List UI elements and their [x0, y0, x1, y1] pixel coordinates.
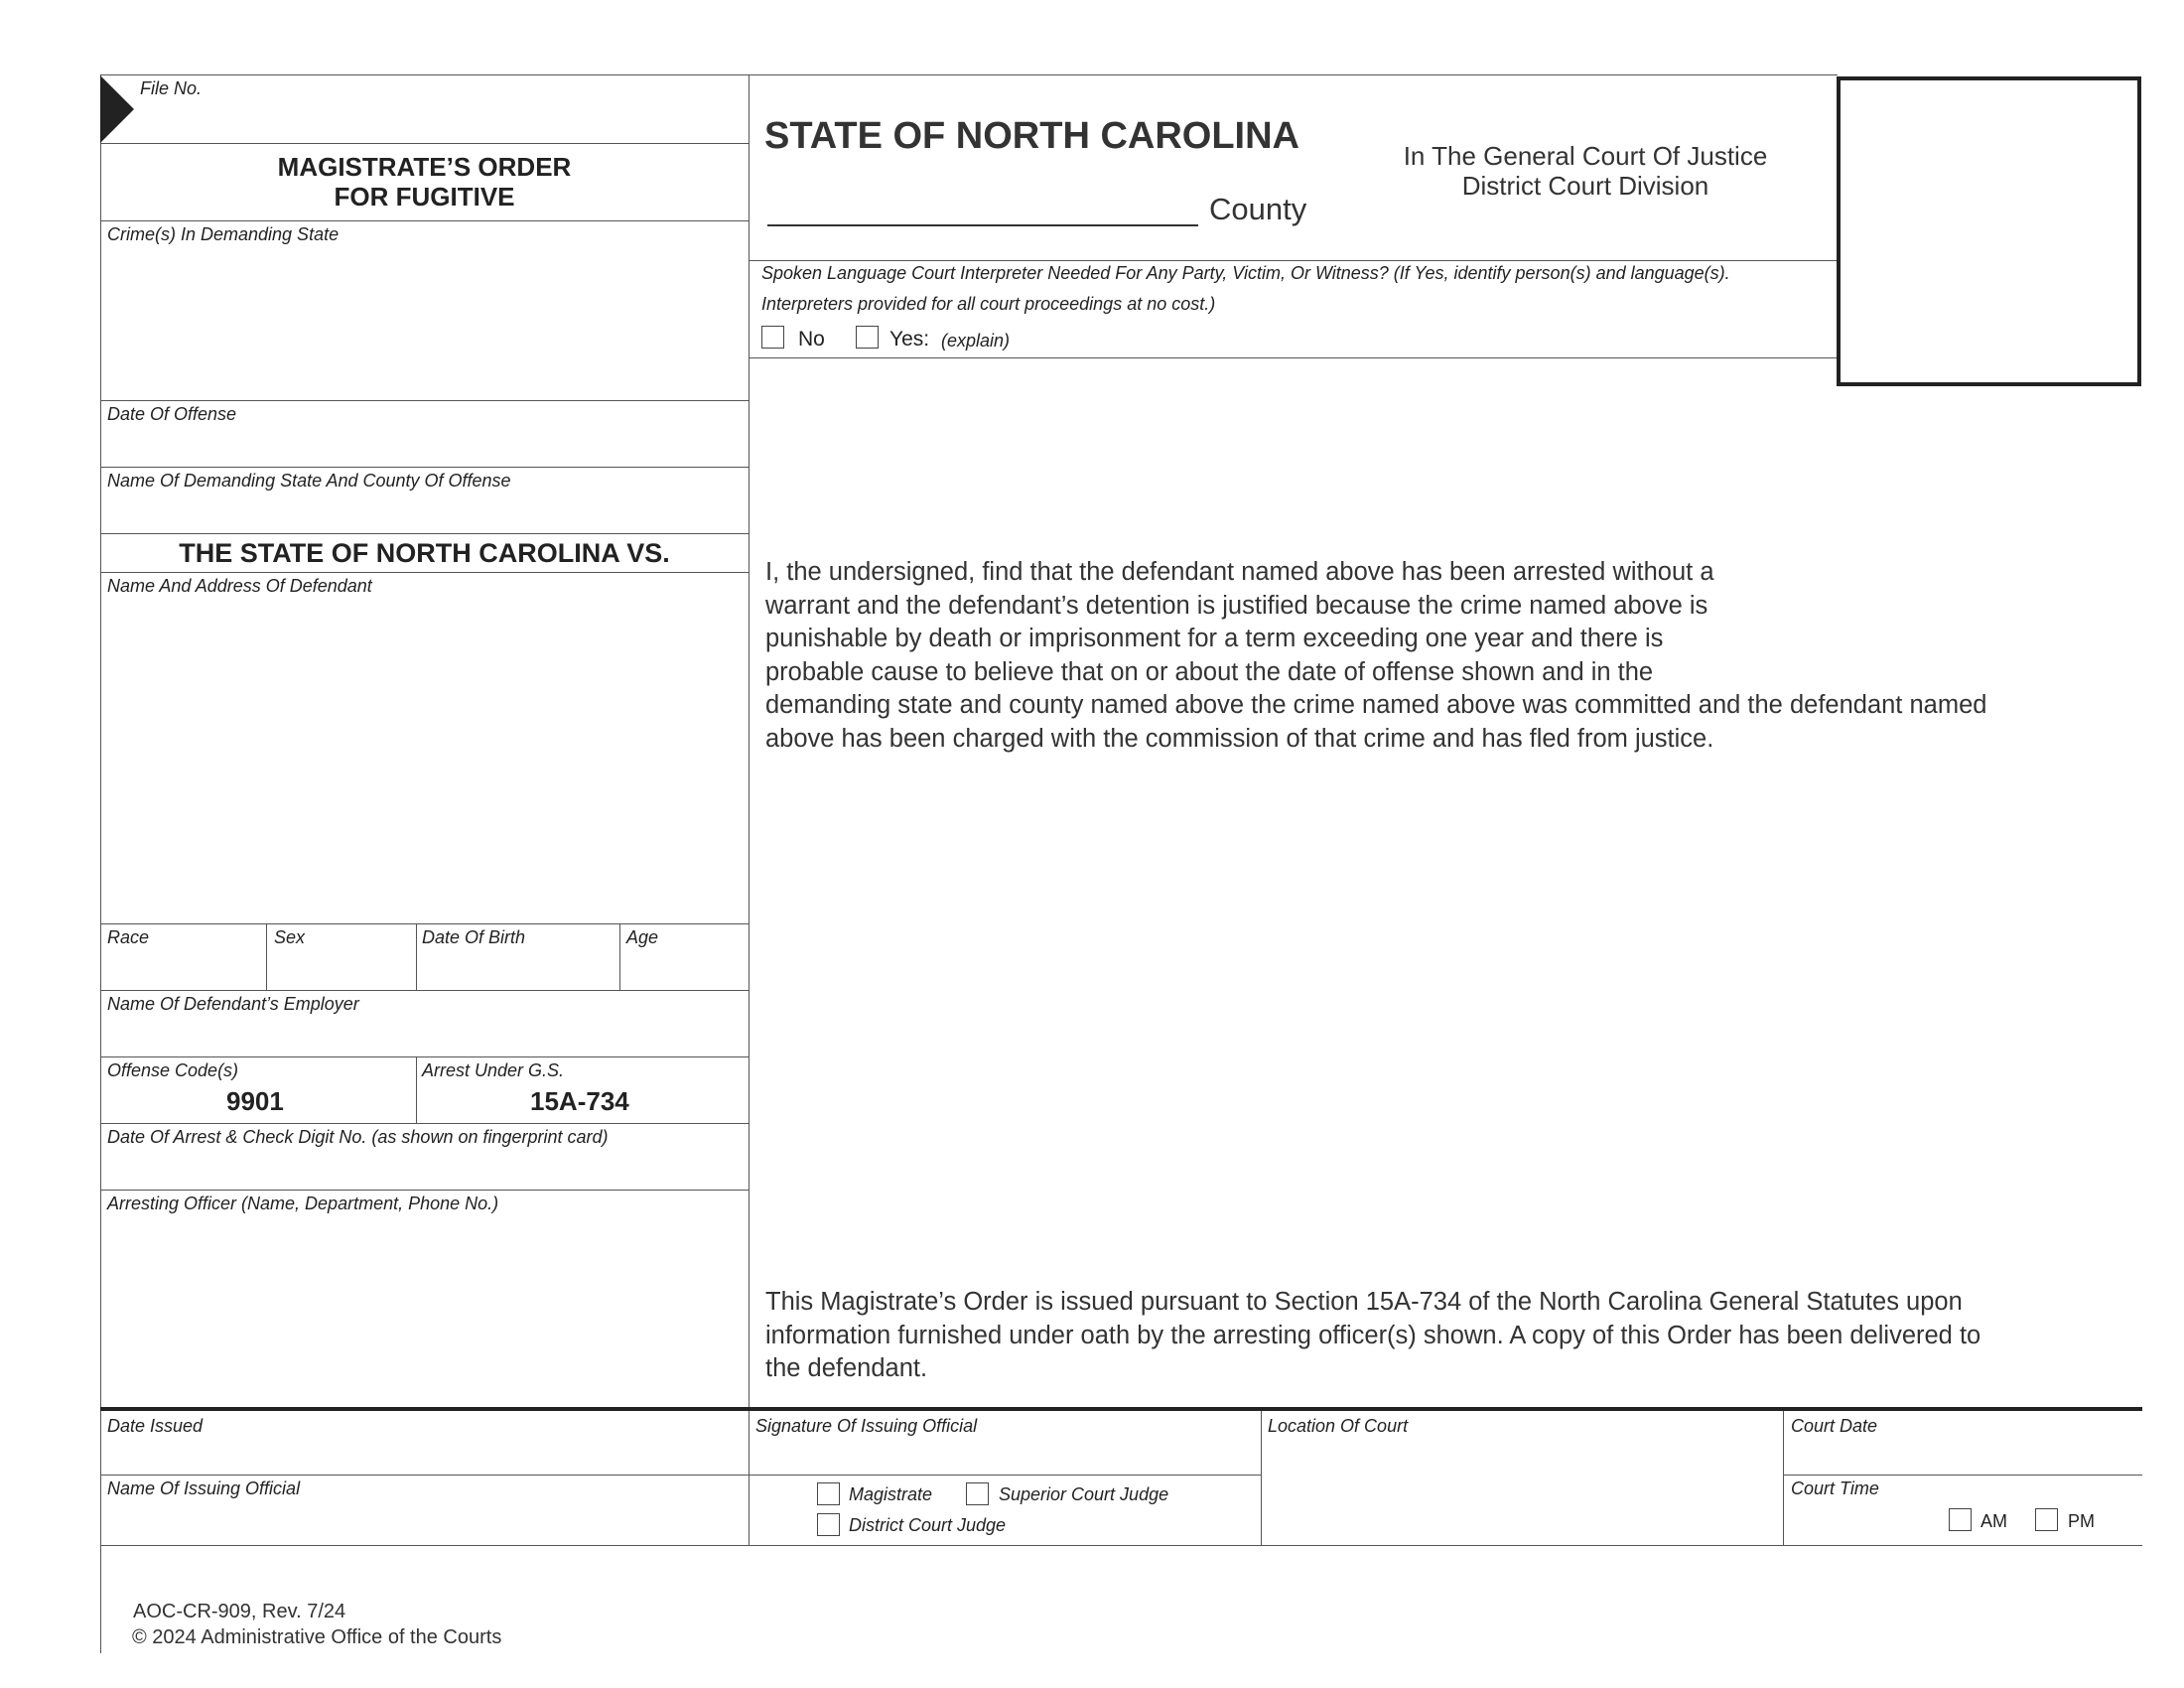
- left-border: [100, 74, 101, 1653]
- form-number: AOC-CR-909, Rev. 7/24: [133, 1601, 346, 1622]
- divider: [416, 923, 417, 990]
- interpreter-note: Interpreters provided for all court proceedings at no cost.): [761, 294, 1216, 314]
- findings-paragraph: [765, 556, 1986, 756]
- seal-box: [1837, 76, 2141, 386]
- magistrate-label: Magistrate: [849, 1484, 933, 1504]
- demanding-state-input[interactable]: [103, 493, 746, 531]
- divider: [100, 533, 749, 534]
- date-issued-input[interactable]: [103, 1438, 746, 1473]
- date-issued-label: Date Issued: [107, 1416, 204, 1436]
- arrest-date-input[interactable]: [103, 1150, 746, 1188]
- divider: [100, 990, 749, 991]
- divider: [100, 923, 749, 924]
- superior-judge-checkbox[interactable]: [966, 1482, 989, 1505]
- findings-line: punishable by death or imprisonment for a term exceeding one year and there is: [765, 625, 1664, 652]
- location-input[interactable]: [1264, 1438, 1780, 1542]
- date-of-offense-input[interactable]: [103, 427, 746, 465]
- state-title: STATE OF NORTH CAROLINA: [764, 115, 1299, 157]
- signature-input[interactable]: [751, 1438, 1258, 1473]
- am-checkbox[interactable]: [1949, 1508, 1972, 1531]
- court-line2: District Court Division: [1461, 171, 1709, 201]
- file-no-label: File No.: [140, 78, 203, 98]
- offense-codes-label: Offense Code(s): [107, 1060, 239, 1080]
- form-title: [100, 152, 749, 211]
- magistrate-checkbox[interactable]: [817, 1482, 840, 1505]
- race-label: Race: [107, 927, 150, 947]
- divider: [100, 1545, 2142, 1546]
- divider: [100, 1056, 749, 1057]
- sex-label: Sex: [274, 927, 306, 947]
- district-judge-checkbox[interactable]: [817, 1513, 840, 1536]
- divider: [619, 923, 620, 990]
- demanding-state-label: Name Of Demanding State And County Of Offense: [107, 471, 511, 491]
- interpreter-explain-label: (explain): [941, 331, 1011, 351]
- findings-line: I, the undersigned, find that the defendant named above has been arrested without a: [765, 558, 1714, 586]
- divider: [749, 357, 1838, 358]
- location-label: Location Of Court: [1268, 1416, 1409, 1436]
- court-date-label: Court Date: [1791, 1416, 1878, 1436]
- file-arrow-icon: [100, 75, 134, 143]
- arresting-officer-label: Arresting Officer (Name, Department, Phone No.): [107, 1194, 499, 1213]
- divider: [100, 1475, 749, 1476]
- court-heading: [1352, 141, 1819, 201]
- issuance-line: information furnished under oath by the arresting officer(s) shown. A copy of this Order has been delivered to: [765, 1321, 1981, 1349]
- issuing-name-input[interactable]: [103, 1501, 746, 1543]
- pm-label: PM: [2068, 1511, 2095, 1531]
- form-title-line1: MAGISTRATE’S ORDER: [277, 152, 572, 182]
- form-title-line2: FOR FUGITIVE: [334, 182, 515, 211]
- defendant-input[interactable]: [103, 600, 746, 919]
- interpreter-yes-label: Yes:: [889, 328, 930, 351]
- age-label: Age: [626, 927, 659, 947]
- dob-label: Date Of Birth: [422, 927, 526, 947]
- divider: [749, 1475, 1261, 1476]
- interpreter-yes-checkbox[interactable]: [856, 326, 879, 349]
- findings-line: warrant and the defendant’s detention is justified because the crime named above is: [765, 591, 1708, 620]
- top-border: [100, 74, 1838, 75]
- employer-input[interactable]: [103, 1017, 746, 1055]
- bottom-thick-divider: [100, 1407, 2142, 1411]
- divider: [1783, 1475, 2142, 1476]
- interpreter-no-label: No: [798, 328, 825, 351]
- county-label: County: [1209, 192, 1307, 226]
- arresting-officer-input[interactable]: [103, 1217, 746, 1404]
- interpreter-no-checkbox[interactable]: [761, 326, 784, 349]
- arrest-date-label: Date Of Arrest & Check Digit No. (as shown on fingerprint card): [107, 1127, 609, 1147]
- center-divider: [749, 74, 750, 1546]
- divider: [100, 143, 749, 144]
- date-of-offense-label: Date Of Offense: [107, 404, 237, 424]
- crimes-label: Crime(s) In Demanding State: [107, 224, 340, 244]
- issuance-paragraph: [765, 1286, 1980, 1386]
- divider: [100, 467, 749, 468]
- court-line1: In The General Court Of Justice: [1403, 141, 1768, 171]
- divider: [100, 572, 749, 573]
- divider: [416, 1056, 417, 1123]
- issuance-line: This Magistrate’s Order is issued pursuant to Section 15A-734 of the North Carolina General Statutes upon: [765, 1288, 1963, 1316]
- arrest-gs-value: 15A-734: [530, 1086, 629, 1116]
- defendant-label: Name And Address Of Defendant: [107, 576, 372, 596]
- court-time-label: Court Time: [1791, 1478, 1879, 1498]
- divider: [266, 923, 267, 990]
- county-input-line[interactable]: [767, 224, 1198, 226]
- divider: [100, 1123, 749, 1124]
- court-date-input[interactable]: [1787, 1438, 2139, 1473]
- vs-heading: THE STATE OF NORTH CAROLINA VS.: [179, 538, 670, 568]
- district-judge-label: District Court Judge: [849, 1515, 1007, 1535]
- interpreter-question: Spoken Language Court Interpreter Needed For Any Party, Victim, Or Witness? (If Yes, identify person(s) and language(s).: [761, 263, 1730, 283]
- divider: [749, 260, 1838, 261]
- divider: [100, 220, 749, 221]
- findings-line: demanding state and county named above the crime named above was committed and the defendant named: [765, 691, 1987, 719]
- signature-label: Signature Of Issuing Official: [755, 1416, 978, 1436]
- issuing-name-label: Name Of Issuing Official: [107, 1478, 301, 1498]
- divider: [1261, 1411, 1262, 1545]
- crimes-input[interactable]: [103, 248, 746, 397]
- pm-checkbox[interactable]: [2035, 1508, 2058, 1531]
- divider: [100, 400, 749, 401]
- copyright: © 2024 Administrative Office of the Courts: [132, 1626, 502, 1648]
- findings-line: above has been charged with the commission of that crime and has fled from justice.: [765, 724, 1714, 753]
- divider: [1783, 1411, 1784, 1545]
- employer-label: Name Of Defendant’s Employer: [107, 994, 359, 1014]
- offense-code-value: 9901: [226, 1086, 284, 1116]
- am-label: AM: [1980, 1511, 2007, 1531]
- findings-line: probable cause to believe that on or about the date of offense shown and in the: [765, 657, 1654, 686]
- superior-judge-label: Superior Court Judge: [999, 1484, 1169, 1504]
- divider: [100, 1190, 749, 1191]
- arrest-gs-label: Arrest Under G.S.: [422, 1060, 565, 1080]
- issuance-line: the defendant.: [765, 1354, 928, 1382]
